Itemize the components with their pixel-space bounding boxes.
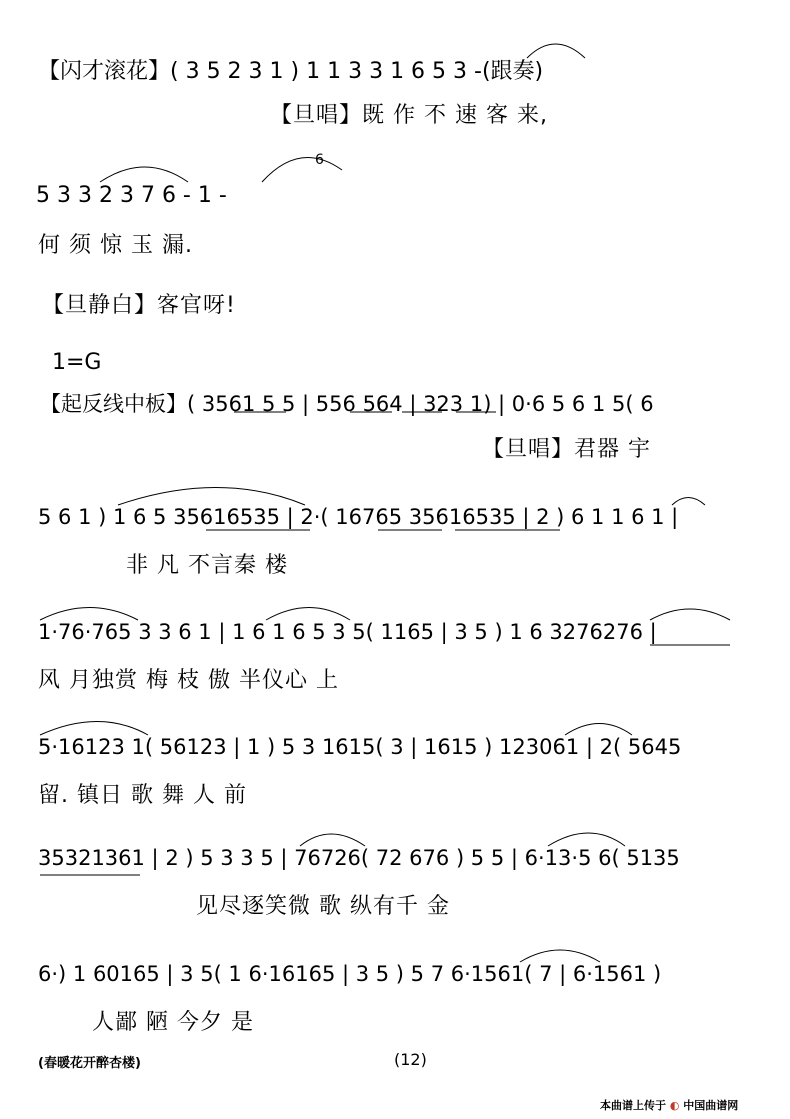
lyric-line-2: 何 须 惊 玉 漏.	[38, 233, 193, 258]
slur	[300, 834, 365, 846]
score-line-8: 6·) 1 60165 | 3 5( 1 6·16165 | 3 5 ) 5 7 6·1561( 7 | 6·1561 )	[38, 962, 662, 986]
slur	[40, 608, 138, 621]
lyric-line-8: 人鄙 陋 今夕 是	[92, 1010, 254, 1035]
lyric-line-6: 留. 镇日 歌 舞 人 前	[38, 783, 247, 808]
slur	[565, 724, 632, 736]
key-signature: 1=G	[52, 350, 102, 375]
page-number: (12)	[394, 1050, 427, 1069]
grace-note: 6	[315, 152, 324, 168]
watermark-text: 本曲谱上传于	[600, 1099, 666, 1112]
slur	[262, 158, 342, 183]
lyric-line-3: 【旦唱】君器 宇	[482, 437, 651, 462]
lyric-line-1: 【旦唱】既 作 不 速 客 来,	[270, 103, 548, 128]
slur	[672, 498, 705, 506]
score-line-6: 5·16123 1( 56123 | 1 ) 5 3 1615( 3 | 1615 ) 123061 | 2( 5645	[38, 735, 682, 759]
watermark-site: 中国曲谱网	[683, 1099, 739, 1112]
watermark	[600, 1097, 738, 1113]
score-line-4: 5 6 1 ) 1 6 5 35616535 | 2·( 16765 35616535 | 2 ) 6 1 1 6 1 |	[38, 505, 679, 529]
lyric-line-7: 见尽逐笑微 歌 纵有千 金	[196, 894, 450, 919]
piece-title: (春暖花开醉杏楼)	[38, 1056, 141, 1071]
slur	[100, 167, 188, 182]
score-line-3: 【起反线中板】( 3561 5 5 | 556 564 | 323 1) | 0·6 5 6 1 5( 6	[40, 392, 654, 416]
slur	[520, 950, 600, 962]
score-line-1: 【闪才滚花】( 3 5 2 3 1 ) 1 1 3 3 1 6 5 3 -(跟奏)	[38, 59, 544, 84]
site-logo-icon: ◐	[669, 1099, 680, 1112]
lyric-line-5: 风 月独赏 梅 枝 傲 半仪心 上	[38, 668, 339, 693]
score-line-7: 35321361 | 2 ) 5 3 3 5 | 76726( 72 676 ) 5 5 | 6·13·5 6( 5135	[38, 846, 680, 870]
slur	[40, 722, 148, 736]
slur	[527, 44, 585, 58]
slur	[266, 608, 350, 621]
spoken-line: 【旦静白】客官呀!	[42, 293, 236, 318]
slur	[548, 833, 625, 846]
lyric-line-4: 非 凡 不言秦 楼	[126, 553, 288, 578]
score-line-2: 5 3 3 2 3 7 6 - 1 -	[36, 183, 227, 208]
slur	[650, 609, 730, 620]
score-line-5: 1·76·765 3 3 6 1 | 1 6 1 6 5 3 5( 1165 | 3 5 ) 1 6 3276276 |	[38, 620, 657, 644]
slur	[118, 488, 305, 506]
